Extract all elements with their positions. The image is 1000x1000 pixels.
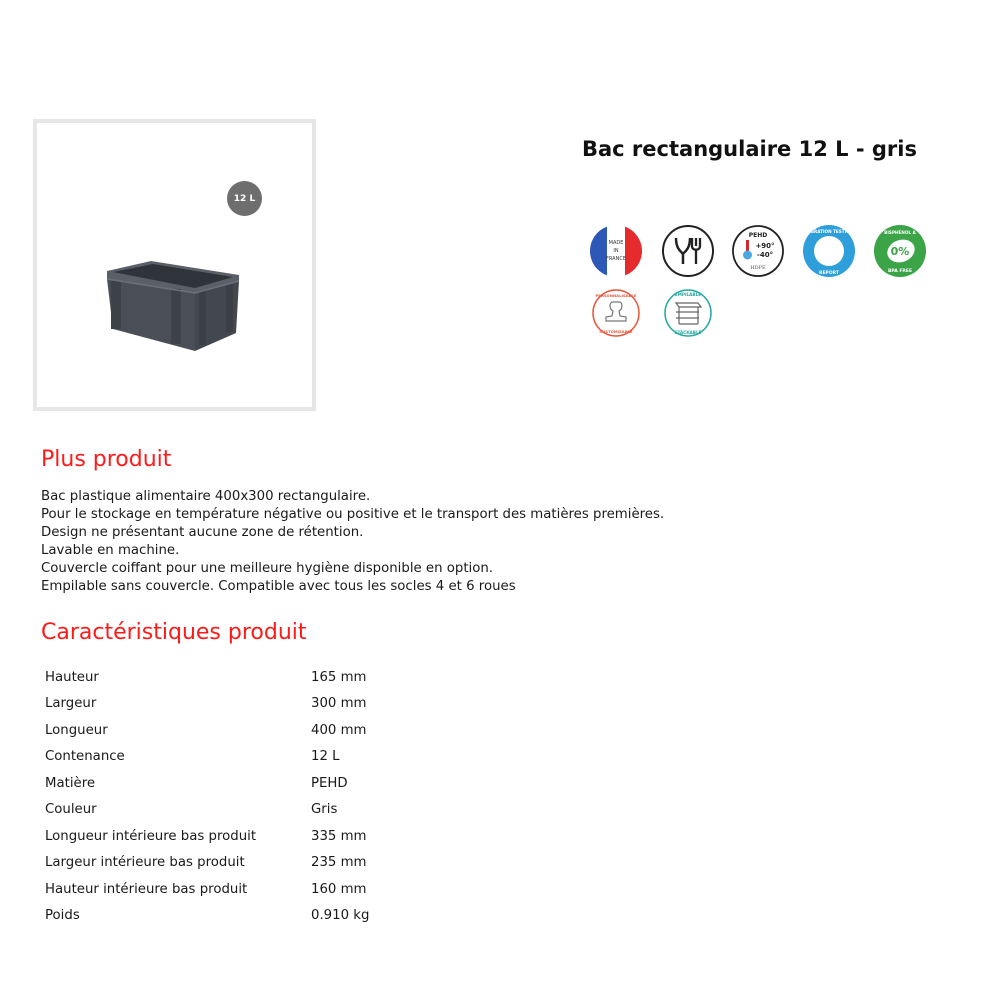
customizable-icon	[589, 286, 643, 340]
plus-produit-heading: Plus produit	[41, 447, 172, 472]
table-row	[45, 691, 369, 718]
table-row	[45, 797, 369, 824]
spec-label: Hauteur intérieure bas produit	[45, 881, 248, 897]
product-image-frame[interactable]	[33, 119, 316, 411]
spec-value: Gris	[311, 802, 338, 818]
description-line: Lavable en machine.	[41, 543, 180, 558]
svg-text:0%: 0%	[890, 245, 910, 258]
svg-text:EMPILABLE: EMPILABLE	[674, 292, 702, 297]
product-description	[41, 488, 664, 596]
table-row	[45, 850, 369, 877]
crate-image	[99, 259, 249, 354]
spec-label: Hauteur	[45, 669, 99, 685]
spec-label: Couleur	[45, 802, 97, 818]
bpa-free-icon	[873, 224, 927, 278]
caracteristiques-heading: Caractéristiques produit	[41, 620, 307, 645]
spec-value: 400 mm	[311, 722, 367, 738]
spec-value: 335 mm	[311, 828, 367, 844]
table-row	[45, 876, 369, 903]
spec-value: 0.910 kg	[311, 908, 370, 924]
spec-value: 165 mm	[311, 669, 367, 685]
table-row	[45, 664, 369, 691]
svg-text:MADE: MADE	[608, 240, 624, 246]
svg-text:IN: IN	[613, 248, 619, 254]
capacity-badge-label: 12 L	[233, 193, 256, 204]
spec-value: 160 mm	[311, 881, 367, 897]
made-in-france-icon	[589, 224, 643, 278]
spec-label: Largeur intérieure bas produit	[45, 855, 245, 871]
spec-value: 235 mm	[311, 855, 367, 871]
stackable-icon	[661, 286, 715, 340]
temperature-pehd-icon	[731, 224, 785, 278]
svg-text:BPA FREE: BPA FREE	[887, 269, 913, 274]
svg-text:STACKABLE: STACKABLE	[674, 330, 702, 335]
spec-label: Longueur intérieure bas produit	[45, 828, 257, 844]
product-title: Bac rectangulaire 12 L - gris	[582, 137, 917, 161]
svg-text:CUSTOMIZABLE: CUSTOMIZABLE	[599, 329, 633, 334]
svg-text:-40°: -40°	[756, 251, 774, 259]
svg-text:+90°: +90°	[755, 242, 775, 250]
svg-text:MIGRATION TESTING: MIGRATION TESTING	[804, 229, 854, 234]
description-line: Design ne présentant aucune zone de rétention.	[41, 525, 364, 540]
table-row	[45, 717, 369, 744]
specifications-table	[45, 664, 369, 929]
svg-text:PEHD: PEHD	[748, 232, 768, 239]
migration-testing-report-icon	[802, 224, 856, 278]
table-row	[45, 903, 369, 930]
svg-text:REPORT: REPORT	[819, 271, 839, 276]
svg-text:BISPHÉNOL A: BISPHÉNOL A	[884, 230, 916, 235]
description-line: Empilable sans couvercle. Compatible avec tous les socles 4 et 6 roues	[41, 579, 516, 594]
spec-label: Contenance	[45, 749, 125, 765]
food-contact-icon	[661, 224, 715, 278]
description-line: Pour le stockage en température négative ou positive et le transport des matières premières.	[41, 507, 665, 522]
description-line: Bac plastique alimentaire 400x300 rectangulaire.	[41, 489, 371, 504]
svg-text:FRANCE: FRANCE	[606, 256, 626, 262]
table-row	[45, 823, 369, 850]
table-row	[45, 770, 369, 797]
spec-value: 12 L	[311, 749, 340, 765]
spec-value: PEHD	[311, 775, 348, 791]
spec-label: Largeur	[45, 696, 97, 712]
capacity-badge	[227, 181, 262, 216]
spec-label: Poids	[45, 908, 80, 924]
spec-label: Longueur	[45, 722, 108, 738]
spec-value: 300 mm	[311, 696, 367, 712]
svg-text:HDPE: HDPE	[750, 265, 766, 271]
spec-label: Matière	[45, 775, 96, 791]
svg-text:PERSONNALISABLE: PERSONNALISABLE	[595, 293, 637, 298]
table-row	[45, 744, 369, 771]
description-line: Couvercle coiffant pour une meilleure hygiène disponible en option.	[41, 561, 494, 576]
